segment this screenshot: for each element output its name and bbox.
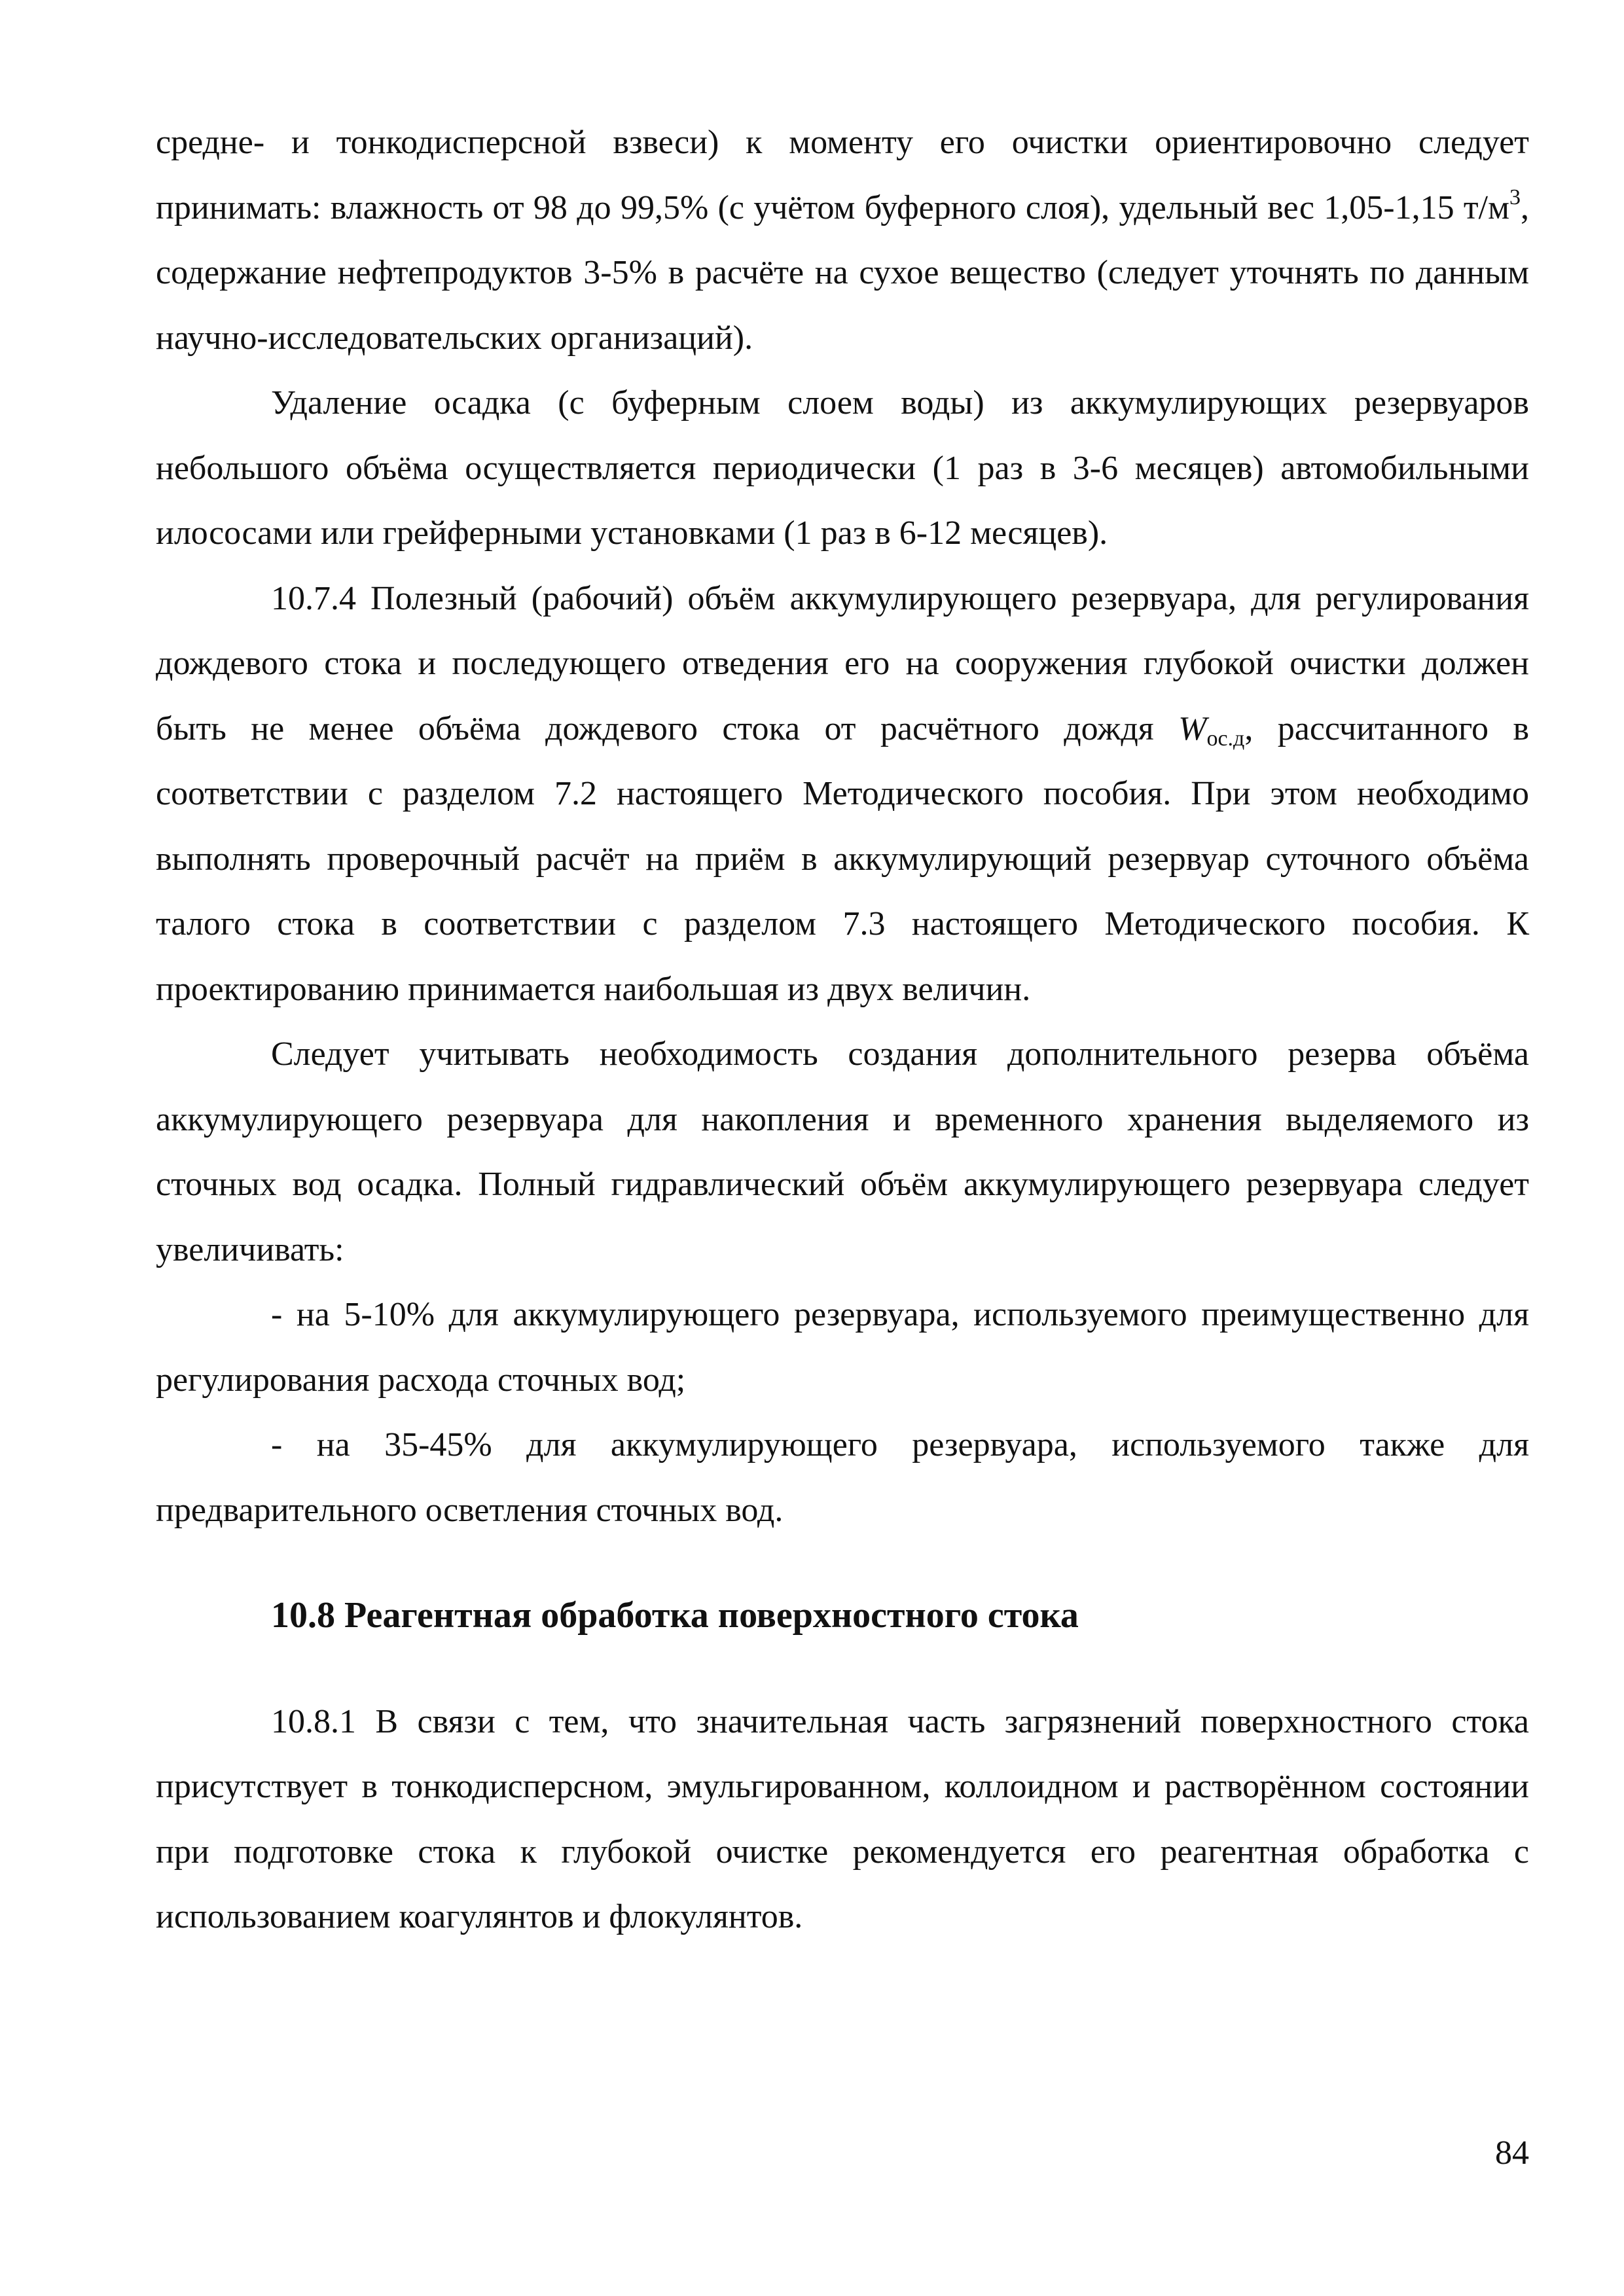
paragraph-10-7-4 — [156, 566, 1529, 1022]
section-heading-10-8: 10.8 Реагентная обработка поверхностного стока — [271, 1595, 1079, 1636]
cubic-superscript: 3 — [1509, 185, 1521, 209]
formula-variable-w: W — [1178, 709, 1207, 747]
list-item-35-45-percent: - на 35-45% для аккумулирующего резервуара, используемого также для предварительного осветления сточных вод. — [156, 1426, 1529, 1529]
formula-subscript: oc.д — [1206, 726, 1245, 751]
paragraph-sediment-properties-part2: , содержание нефтепродуктов 3-5% в расчёте на сухое вещество (следует уточнять по данным научно-исследовательских организаций). — [156, 188, 1529, 357]
paragraph-sediment-properties — [156, 110, 1529, 370]
page-number: 84 — [1495, 2134, 1529, 2172]
paragraph-sediment-properties-part1: средне- и тонкодисперсной взвеси) к моменту его очистки ориентировочно следует принимать: влажность от 98 до 99,5% (с учётом буферного слоя), удельный вес 1,05-1,15 т/м — [156, 124, 1529, 226]
paragraph-10-7-4-part1: 10.7.4 Полезный (рабочий) объём аккумулирующего резервуара, для регулирования дождевого стока и последующего отведения его на сооружения глубокой очистки должен быть не менее объёма дождевого стока от расчётного дождя — [156, 579, 1529, 747]
paragraph-10-8-1: 10.8.1 В связи с тем, что значительная часть загрязнений поверхностного стока присутствует в тонкодисперсном, эмульгированном, коллоидном и растворённом состоянии при подготовке стока к глубокой очистке рекомендуется его реагентная обработка с использованием коагулянтов и флокулянтов. — [156, 1702, 1529, 1935]
page-body — [156, 110, 1529, 1950]
paragraph-10-7-4-part2: , рассчитанного в соответствии с разделом 7.2 настоящего Методического пособия. При этом необходимо выполнять проверочный расчёт на приём в аккумулирующий резервуар суточного объёма талого стока в соответствии с разделом 7.3 настоящего Методического пособия. К проектированию принимается наибольшая из двух величин. — [156, 709, 1529, 1008]
paragraph-additional-reserve: Следует учитывать необходимость создания дополнительного резерва объёма аккумулирующего резервуара для накопления и временного хранения выделяемого из сточных вод осадка. Полный гидравлический объём аккумулирующего резервуара следует увеличивать: — [156, 1035, 1529, 1268]
list-item-5-10-percent: - на 5-10% для аккумулирующего резервуара, используемого преимущественно для регулирования расхода сточных вод; — [156, 1296, 1529, 1399]
paragraph-sediment-removal: Удаление осадка (с буферным слоем воды) из аккумулирующих резервуаров небольшого объёма осуществляется периодически (1 раз в 3-6 месяцев) автомобильными илососами или грейферными установками (1 раз в 6-12 месяцев). — [156, 384, 1529, 552]
